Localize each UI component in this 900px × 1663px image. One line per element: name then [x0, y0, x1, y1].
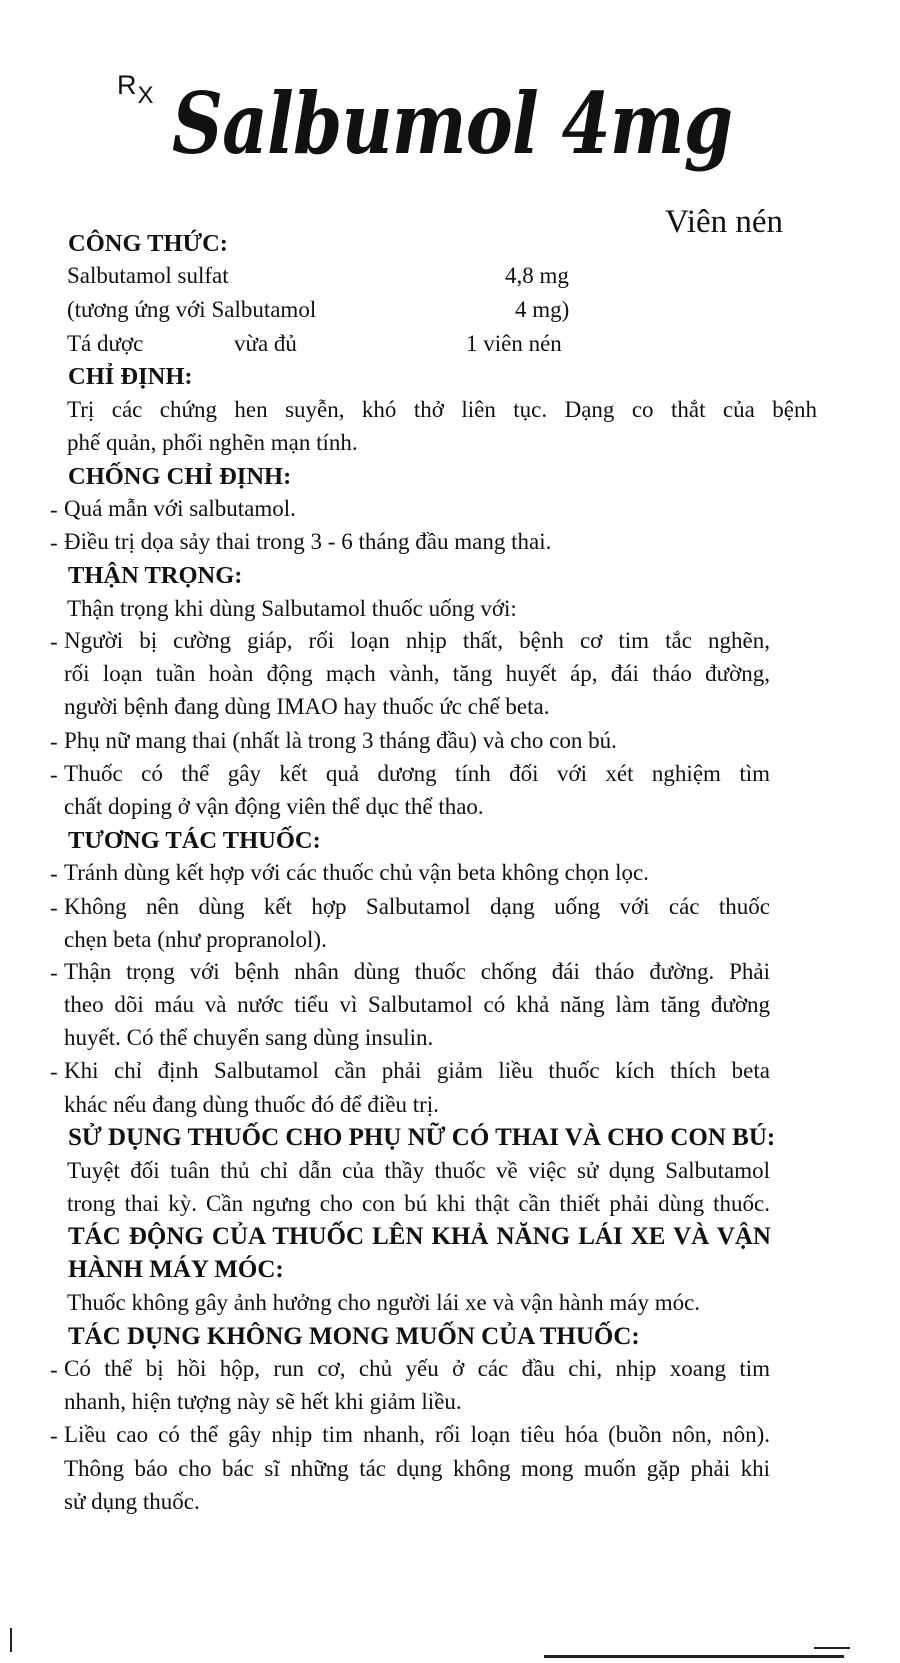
bullet-dash: - [50, 960, 58, 985]
driving-heading: TÁC ĐỘNG CỦA THUỐC LÊN KHẢ NĂNG LÁI XE VÀ VẬN [68, 1223, 771, 1250]
composition-qualifier: vừa đủ [234, 331, 297, 356]
interaction-line: Không nên dùng kết hợp Salbutamol dạng uống với các thuốc [64, 894, 770, 919]
bullet-dash: - [50, 1357, 58, 1382]
interaction-line: Thận trọng với bệnh nhân dùng thuốc chống đái tháo đường. Phải [64, 959, 770, 984]
precaution-line: rối loạn tuần hoàn động mạch vành, tăng huyết áp, đái tháo đường, [64, 661, 770, 686]
side-effect-line: sử dụng thuốc. [64, 1489, 200, 1514]
side-effects-heading: TÁC DỤNG KHÔNG MONG MUỐN CỦA THUỐC: [68, 1323, 640, 1350]
bullet-dash: - [50, 497, 58, 522]
side-effect-line: nhanh, hiện tượng này sẽ hết khi giảm liều. [64, 1389, 462, 1414]
precaution-line: Thuốc có thể gây kết quả dương tính đối với xét nghiệm tìm [64, 761, 770, 786]
precautions-heading: THẬN TRỌNG: [68, 562, 243, 589]
driving-heading: HÀNH MÁY MÓC: [68, 1256, 284, 1283]
composition-amount: 4 mg) [515, 297, 570, 322]
bottom-rule [544, 1655, 844, 1658]
composition-amount: 1 viên nén [466, 331, 562, 356]
pregnancy-line: Tuyệt đối tuân thủ chỉ dẫn của thầy thuốc về việc sử dụng Salbutamol [67, 1158, 770, 1183]
interaction-line: theo dõi máu và nước tiểu vì Salbutamol có khả năng làm tăng đường [64, 992, 770, 1017]
bullet-dash: - [50, 762, 58, 787]
bullet-dash: - [50, 629, 58, 654]
interaction-line: Tránh dùng kết hợp với các thuốc chủ vận beta không chọn lọc. [64, 860, 649, 885]
rx-x: X [137, 82, 154, 109]
contraindication-item: Điều trị dọa sảy thai trong 3 - 6 tháng đầu mang thai. [64, 529, 552, 554]
precaution-line: Người bị cường giáp, rối loạn nhịp thất, bệnh cơ tim tắc nghẽn, [64, 628, 770, 653]
contraindications-heading: CHỐNG CHỈ ĐỊNH: [68, 463, 292, 490]
side-effect-line: Liều cao có thể gây nhịp tim nhanh, rối loạn tiêu hóa (buồn nôn, nôn). [64, 1422, 770, 1447]
bullet-dash: - [50, 729, 58, 754]
pregnancy-heading: SỬ DỤNG THUỐC CHO PHỤ NỮ CÓ THAI VÀ CHO CON BÚ: [68, 1124, 776, 1151]
indications-line: Trị các chứng hen suyễn, khó thở liên tục. Dạng co thắt của bệnh [67, 397, 817, 422]
bullet-dash: - [50, 530, 58, 555]
interaction-line: chẹn beta (như propranolol). [64, 927, 327, 952]
dosage-form: Viên nén [665, 204, 784, 240]
bottom-rule [814, 1647, 850, 1649]
bullet-dash: - [50, 1059, 58, 1084]
composition-heading: CÔNG THỨC: [68, 230, 228, 257]
side-effect-line: Có thể bị hồi hộp, run cơ, chủ yếu ở các đầu chi, nhịp xoang tim [64, 1356, 770, 1381]
rx-r: R [117, 70, 137, 100]
indications-line: phế quản, phổi nghẽn mạn tính. [67, 430, 358, 455]
pregnancy-line: trong thai kỳ. Cần ngưng cho con bú khi thật cần thiết phải dùng thuốc. [67, 1191, 770, 1216]
interaction-line: huyết. Có thể chuyển sang dùng insulin. [64, 1025, 434, 1050]
product-name: Salbumol 4mg [172, 74, 733, 173]
precaution-line: người bệnh đang dùng IMAO hay thuốc ức chế beta. [64, 694, 550, 719]
composition-name: (tương ứng với Salbutamol [67, 297, 317, 322]
interactions-heading: TƯƠNG TÁC THUỐC: [68, 827, 321, 854]
side-effect-line: Thông báo cho bác sĩ những tác dụng không mong muốn gặp phải khi [64, 1456, 770, 1481]
contraindication-item: Quá mẫn với salbutamol. [64, 496, 296, 521]
composition-amount: 4,8 mg [505, 263, 569, 288]
bullet-dash: - [50, 861, 58, 886]
composition-name: Tá dược [67, 331, 144, 356]
bullet-dash: - [50, 1423, 58, 1448]
rx-symbol [117, 70, 154, 109]
driving-line: Thuốc không gây ảnh hưởng cho người lái xe và vận hành máy móc. [67, 1290, 701, 1315]
interaction-line: khác nếu đang dùng thuốc đó để điều trị. [64, 1092, 439, 1117]
edge-mark [10, 1628, 12, 1652]
interaction-line: Khi chỉ định Salbutamol cần phải giảm liều thuốc kích thích beta [64, 1058, 770, 1083]
precautions-intro: Thận trọng khi dùng Salbutamol thuốc uống với: [67, 596, 517, 621]
precaution-line: chất doping ở vận động viên thể dục thể thao. [64, 794, 484, 819]
composition-name: Salbutamol sulfat [67, 263, 229, 288]
indications-heading: CHỈ ĐỊNH: [68, 363, 193, 390]
precaution-line: Phụ nữ mang thai (nhất là trong 3 tháng đầu) và cho con bú. [64, 728, 617, 753]
bullet-dash: - [50, 895, 58, 920]
